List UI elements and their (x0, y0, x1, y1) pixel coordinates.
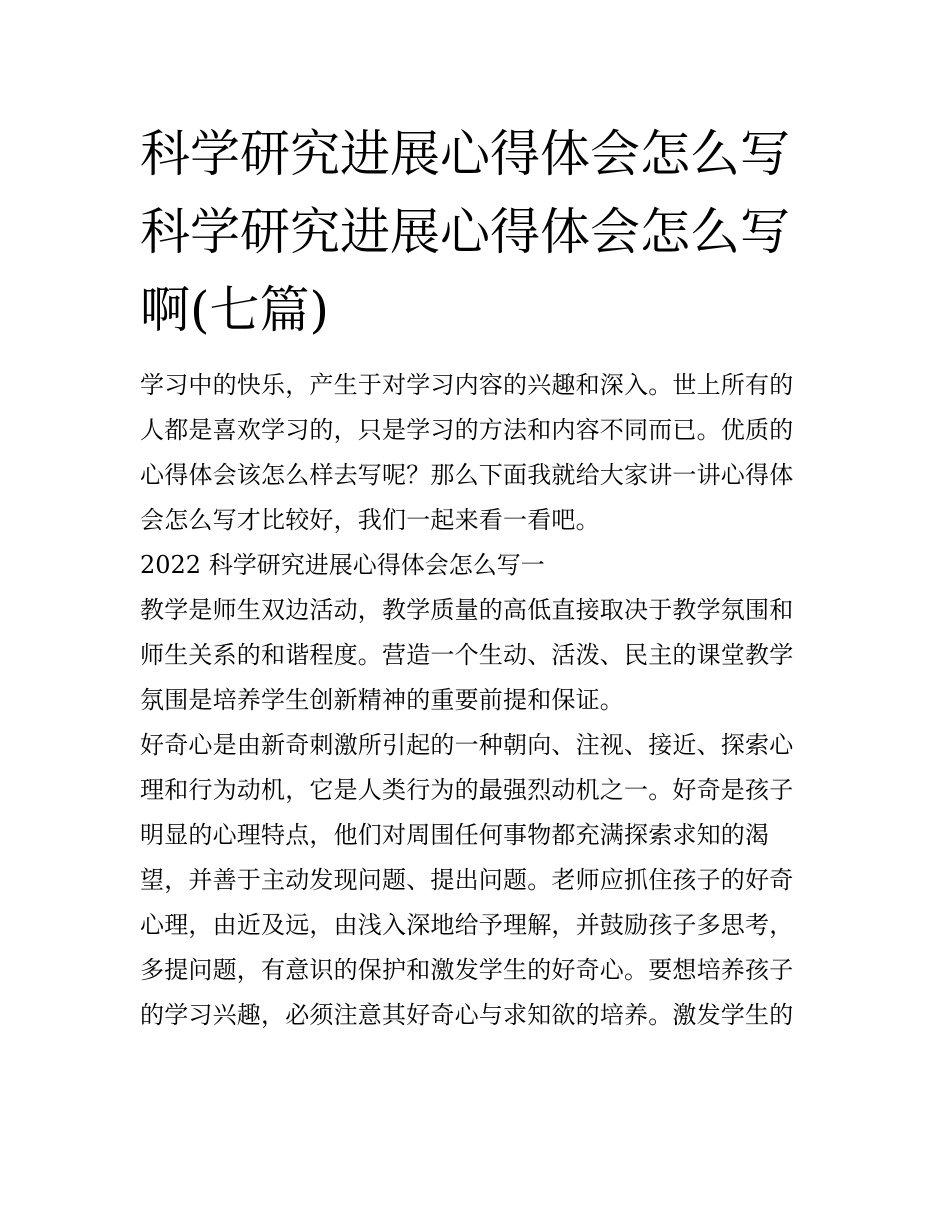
text-line: 望，并善于主动发现问题、提出问题。老师应抓住孩子的好奇 (140, 866, 794, 894)
text-line: 心理，由近及远，由浅入深地给予理解，并鼓励孩子多思考， (140, 911, 794, 939)
text-line: 学习中的快乐，产生于对学习内容的兴趣和深入。世上所有的 (140, 371, 794, 399)
text-line: 心得体会该怎么样去写呢？那么下面我就给大家讲一讲心得体 (140, 461, 794, 489)
document-title (140, 115, 820, 349)
section-heading: 2022 科学研究进展心得体会怎么写一 (140, 551, 545, 579)
text-line: 理和行为动机，它是人类行为的最强烈动机之一。好奇是孩子 (140, 776, 794, 804)
text-line: 人都是喜欢学习的，只是学习的方法和内容不同而已。优质的 (140, 416, 794, 444)
text-line: 氛围是培养学生创新精神的重要前提和保证。 (140, 686, 624, 714)
text-line: 明显的心理特点，他们对周围任何事物都充满探索求知的渴 (140, 821, 770, 849)
document-page (140, 115, 820, 1038)
document-body (140, 363, 820, 1038)
text-line: 师生关系的和谐程度。营造一个生动、活泼、民主的课堂教学 (140, 641, 794, 669)
text-line: 好奇心是由新奇刺激所引起的一种朝向、注视、接近、探索心 (140, 731, 794, 759)
text-line: 教学是师生双边活动，教学质量的高低直接取决于教学氛围和 (140, 596, 794, 624)
text-line: 多提问题，有意识的保护和激发学生的好奇心。要想培养孩子 (140, 956, 794, 984)
intro-paragraph (140, 363, 820, 543)
title-line: 啊(七篇) (140, 281, 330, 339)
title-line: 科学研究进展心得体会怎么写 (140, 203, 790, 261)
text-line: 会怎么写才比较好，我们一起来看一看吧。 (140, 506, 600, 534)
paragraph-2 (140, 723, 820, 1038)
text-line: 的学习兴趣，必须注意其好奇心与求知欲的培养。激发学生的 (140, 1001, 794, 1029)
title-line: 科学研究进展心得体会怎么写 (140, 125, 790, 183)
paragraph-1 (140, 588, 820, 723)
